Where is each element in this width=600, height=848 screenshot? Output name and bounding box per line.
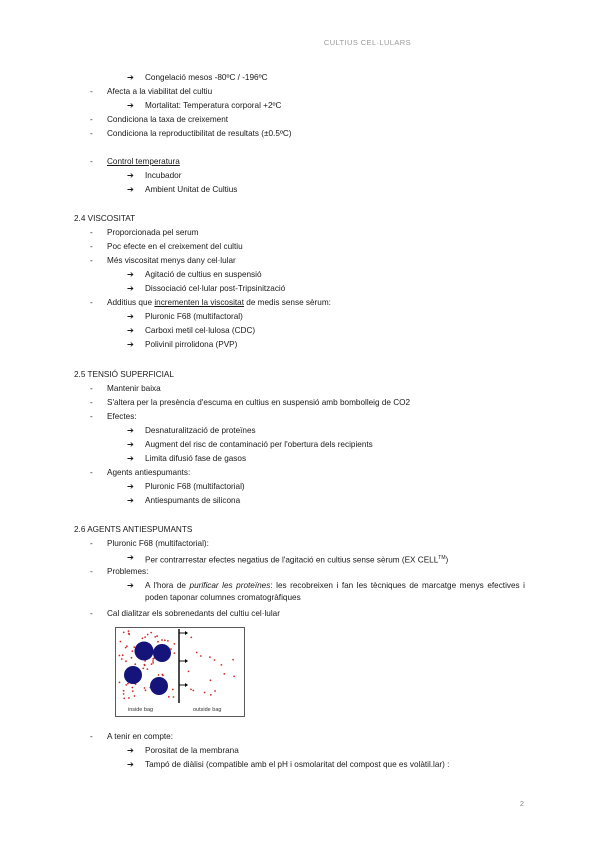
item-text: Pluronic F68 (multifactorial) <box>145 482 245 491</box>
item-text: Limita difusió fase de gasos <box>145 454 247 463</box>
small-molecule <box>172 689 174 691</box>
list-item <box>127 495 241 507</box>
arrow-right-icon: ➔ <box>127 312 134 321</box>
small-molecule <box>192 690 194 692</box>
arrow-right-icon: ➔ <box>127 746 134 755</box>
arrow-right-icon: ➔ <box>127 101 134 110</box>
small-molecule <box>128 633 130 635</box>
list-item <box>107 297 331 309</box>
small-molecule <box>209 656 211 658</box>
item-text: Congelació mesos -80ºC / -196ºC <box>145 73 268 82</box>
item-text: Porositat de la membrana <box>145 746 239 755</box>
small-molecule <box>131 657 133 659</box>
list-item: - Problemes: <box>107 566 148 578</box>
section-heading: 2.4 VISCOSITAT <box>74 214 136 223</box>
item-text: Antiespumants de silicona <box>145 496 241 505</box>
arrow-right-icon: ➔ <box>127 284 134 293</box>
list-item <box>127 759 450 771</box>
small-molecule <box>134 663 136 665</box>
arrow-right-icon: ➔ <box>127 553 134 562</box>
list-item <box>127 72 268 84</box>
item-text: Agitació de cultius en suspensió <box>145 270 262 279</box>
arrow-right-icon: ➔ <box>127 454 134 463</box>
item-text: Ambient Unitat de Cultius <box>145 185 238 194</box>
item-text: Pluronic F68 (multifactoral) <box>145 312 243 321</box>
list-item <box>127 170 182 182</box>
list-item <box>127 552 449 567</box>
list-item: - Cal dialitzar els sobrenedants del cultiu cel·lular <box>107 608 280 620</box>
small-molecule <box>168 696 170 698</box>
item-text: Additius que <box>107 298 155 307</box>
small-molecule <box>188 671 190 673</box>
small-molecule <box>214 659 216 661</box>
small-molecule <box>144 664 146 666</box>
small-molecule <box>125 684 127 686</box>
small-molecule <box>132 650 134 652</box>
list-item <box>127 439 373 451</box>
list-item: - Agents antiespumants: <box>107 467 190 479</box>
small-molecule <box>157 641 159 643</box>
list-item: - Proporcionada pel serum <box>107 227 198 239</box>
large-molecule <box>135 642 154 661</box>
small-molecule <box>133 646 135 648</box>
small-molecule <box>150 632 152 634</box>
small-molecule <box>161 674 163 676</box>
small-molecule <box>131 687 133 689</box>
list-item <box>127 425 256 437</box>
small-molecule <box>122 654 124 656</box>
small-molecule <box>123 690 125 692</box>
section-heading: 2.5 TENSIÓ SUPERFICIAL <box>74 370 174 379</box>
small-molecule <box>119 682 121 684</box>
list-item <box>127 311 243 323</box>
small-molecule <box>190 689 192 691</box>
small-molecule <box>151 663 153 665</box>
arrow-right-icon: ➔ <box>127 270 134 279</box>
item-text: de medis sense sèrum: <box>244 298 331 307</box>
underlined-text: incrementen la viscositat <box>154 298 244 307</box>
list-item: - Pluronic F68 (multifactorial): <box>107 538 209 550</box>
small-molecule <box>154 636 156 638</box>
item-text: : les recobreixen i fan les tècniques de marcatge menys efectives i poden taponar columnes cromatogràfiques <box>145 581 525 602</box>
small-molecule <box>196 652 198 654</box>
arrow-right-icon: ➔ <box>127 326 134 335</box>
small-molecule <box>134 695 136 697</box>
running-header: CULTIUS CEL·LULARS <box>323 38 411 47</box>
small-molecule <box>144 687 146 689</box>
small-molecule <box>119 655 121 657</box>
small-molecule <box>161 639 163 641</box>
small-molecule <box>128 697 130 699</box>
small-molecule <box>174 652 176 654</box>
large-molecule <box>153 644 171 662</box>
small-molecule <box>210 694 212 696</box>
small-molecule <box>125 647 127 649</box>
italic-text: purificar les proteïnes <box>189 581 271 590</box>
small-molecule <box>147 668 149 670</box>
list-item: - Poc efecte en el creixement del cultiu <box>107 241 243 253</box>
list-item <box>127 100 282 112</box>
small-molecule <box>214 690 216 692</box>
list-item <box>127 580 525 604</box>
item-text: Tampó de diàlisi (compatible amb el pH i osmolaritat del compost que es volàtil.lar) : <box>145 760 450 769</box>
list-item: - Mantenir baixa <box>107 383 161 395</box>
trademark-sup: TM <box>438 555 446 561</box>
outside-bag-label: outside bag <box>193 707 222 713</box>
dialysis-diagram <box>115 627 245 717</box>
small-molecule <box>152 662 154 664</box>
item-text: Polivinil pirrolidona (PVP) <box>145 340 238 349</box>
small-molecule <box>232 659 234 661</box>
list-item: - S'altera per la presència d'escuma en cultius en suspensió amb bombolleig de CO2 <box>107 397 410 409</box>
small-molecule <box>152 660 154 662</box>
small-molecule <box>223 673 225 675</box>
arrow-right-icon: ➔ <box>127 426 134 435</box>
arrow-right-icon: ➔ <box>127 340 134 349</box>
small-molecule <box>123 693 125 695</box>
item-text: Per contrarrestar efectes negatius de l'agitació en cultius sense sèrum (EX CELL <box>145 555 439 565</box>
small-molecule <box>127 683 129 685</box>
arrow-right-icon: ➔ <box>127 440 134 449</box>
list-item <box>127 269 262 281</box>
large-molecule <box>124 666 142 684</box>
small-molecule <box>123 698 125 700</box>
small-molecule <box>173 696 175 698</box>
small-molecule <box>174 643 176 645</box>
small-molecule <box>145 689 147 691</box>
small-molecule <box>125 660 127 662</box>
item-text: Desnaturalització de proteïnes <box>145 426 256 435</box>
list-item <box>127 745 239 757</box>
page-number: 2 <box>519 799 524 808</box>
list-item <box>127 283 286 295</box>
list-item: - Afecta a la viabilitat del cultiu <box>107 86 212 98</box>
list-item: - Condiciona la reproductibilitat de resultats (±0.5ºC) <box>107 128 292 140</box>
list-item <box>127 325 256 337</box>
small-molecule <box>170 648 172 650</box>
arrow-right-icon: ➔ <box>127 496 134 505</box>
item-text: Dissociació cel·lular post-Tripsinització <box>145 284 286 293</box>
small-molecule <box>123 632 125 634</box>
small-molecule <box>204 692 206 694</box>
small-molecule <box>164 639 166 641</box>
small-molecule <box>167 640 169 642</box>
small-molecule <box>132 690 134 692</box>
item-text: Incubador <box>145 171 182 180</box>
small-molecule <box>233 676 235 678</box>
large-molecule <box>150 677 168 695</box>
arrow-right-icon: ➔ <box>127 760 134 769</box>
arrow-right-icon: ➔ <box>127 73 134 82</box>
small-molecule <box>156 635 158 637</box>
item-text: Mortalitat: Temperatura corporal +2ºC <box>145 101 282 110</box>
list-item <box>127 339 238 351</box>
item-text: Augment del risc de contaminació per l'obertura dels recipients <box>145 440 373 449</box>
small-molecule <box>126 645 128 647</box>
small-molecule <box>142 668 144 670</box>
list-item: - A tenir en compte: <box>107 731 173 743</box>
arrow-right-icon: ➔ <box>127 482 134 491</box>
small-molecule <box>200 655 202 657</box>
inside-bag-label: inside bag <box>128 707 154 713</box>
small-molecule <box>158 674 160 676</box>
item-text: A l'hora de <box>145 581 190 590</box>
small-molecule <box>120 641 122 643</box>
arrow-right-icon: ➔ <box>127 581 134 590</box>
item-text: ) <box>445 555 449 565</box>
list-item: - Efectes: <box>107 411 137 423</box>
list-item <box>127 453 247 465</box>
small-molecule <box>221 664 223 666</box>
list-item: - Control temperatura <box>107 156 180 168</box>
list-item <box>127 184 238 196</box>
small-molecule <box>121 658 123 660</box>
item-text: Carboxi metil cel·lulosa (CDC) <box>145 326 256 335</box>
small-molecule <box>210 679 212 681</box>
small-molecule <box>147 634 149 636</box>
list-item <box>127 481 245 493</box>
small-molecule <box>144 636 146 638</box>
small-molecule <box>190 637 192 639</box>
arrow-right-icon: ➔ <box>127 185 134 194</box>
small-molecule <box>128 630 130 632</box>
small-molecule <box>142 638 144 640</box>
arrow-right-icon: ➔ <box>127 171 134 180</box>
section-heading: 2.6 AGENTS ANTIESPUMANTS <box>74 525 193 534</box>
list-item: - Condiciona la taxa de creixement <box>107 114 228 126</box>
list-item: - Més viscositat menys dany cel·lular <box>107 255 236 267</box>
